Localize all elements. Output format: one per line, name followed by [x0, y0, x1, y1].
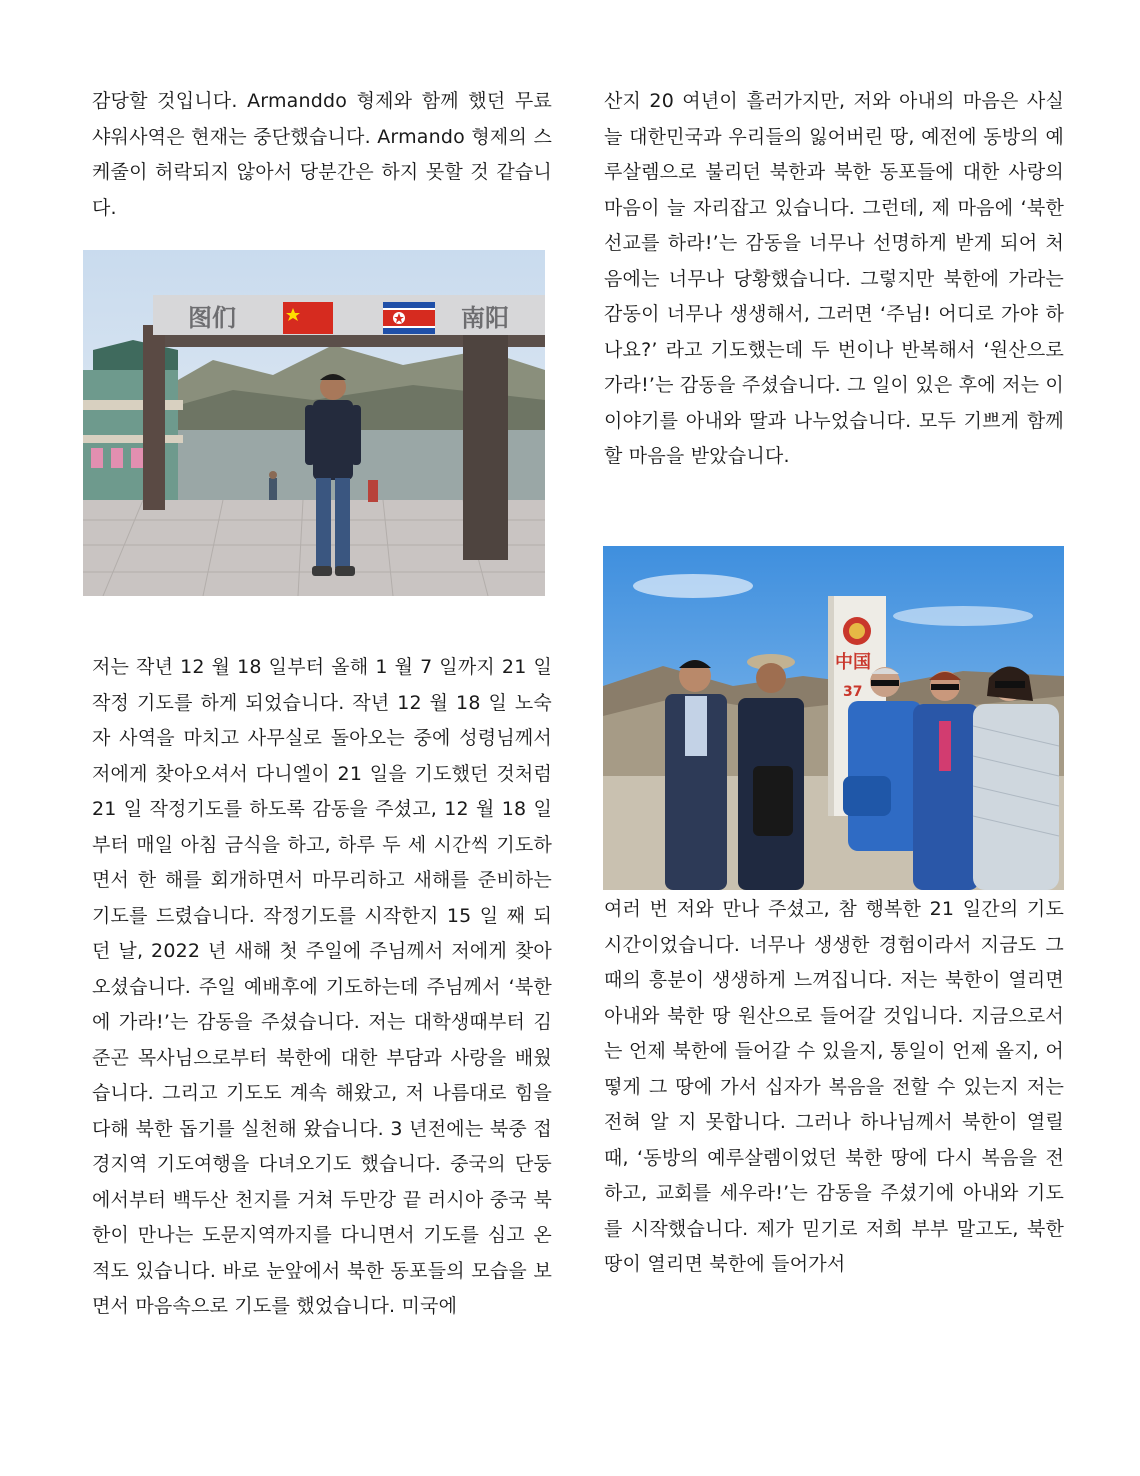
- right-paragraph-1: 산지 20 여년이 흘러가지만, 저와 아내의 마음은 사실 늘 대한민국과 우리들의 잃어버린 땅, 예전에 동방의 예루살렘으로 불리던 북한과 북한 동포들에 대한 사랑의 마음이 늘 자리잡고 있습니다. 그런데, 제 마음에 ‘북한 선교를 하라!’는 감동을 너무나 선명하게 받게 되어 처음에는 너무나 당황했습니다. 그렇지만 북한에 가라는 감동이 너무나 생생해서, 그러면 ‘주님! 어디로 가야 하나요?’ 라고 기도했는데 두 번이나 반복해서 ‘원산으로 가라!’는 감동을 주셨습니다. 그 일이 있은 후에 저는 이 이야기를 아내와 딸과 나누었습니다. 모두 기쁘게 함께할 마음을 받았습니다.: [604, 90, 1064, 467]
- border-gate-illustration: [83, 250, 545, 596]
- person-1: [665, 660, 727, 890]
- gate-sign-left: 图们: [188, 304, 236, 332]
- gate-sign-right: 南阳: [461, 304, 509, 332]
- dprk-flag-icon: [383, 302, 435, 334]
- left-paragraph-1: 감당할 것입니다. Armanddo 형제와 함께 했던 무료 샤워사역은 현재는 중단했습니다. Armando 형제의 스케줄이 허락되지 않아서 당분간은 하지 못할 것 같습니다.: [92, 90, 552, 219]
- group-at-border-marker-photo: [603, 546, 1064, 890]
- marker-text: 中国: [835, 652, 871, 673]
- border-gate-photo: [83, 250, 545, 596]
- right-paragraph-2: 여러 번 저와 만나 주셨고, 참 행복한 21 일간의 기도 시간이었습니다. 너무나 생생한 경험이라서 지금도 그때의 흥분이 생생하게 느껴집니다. 저는 북한이 열리면 아내와 북한 땅 원산으로 들어갈 것입니다. 지금으로서는 언제 북한에 들어갈 수 있을지, 통일이 언제 올지, 어떻게 그 땅에 가서 십자가 복음을 전할 수 있는지 저는 전혀 알 지 못합니다. 그러나 하나님께서 북한이 열릴 때, ‘동방의 예루살렘이었던 북한 땅에 다시 복음을 전하고, 교회를 세우라!’는 감동을 주셨기에 아내와 기도를 시작했습니다. 제가 믿기로 저희 부부 말고도, 북한 땅이 열리면 북한에 들어가서: [604, 898, 1064, 1275]
- left-paragraph-2: 저는 작년 12 월 18 일부터 올해 1 월 7 일까지 21 일 작정 기도를 하게 되었습니다. 작년 12 월 18 일 노숙자 사역을 마치고 사무실로 돌아오는 중에 성령님께서 저에게 찾아오셔서 다니엘이 21 일을 기도했던 것처럼 21 일 작정기도를 하도록 감동을 주셨고, 12 월 18 일부터 매일 아침 금식을 하고, 하루 두 세 시간씩 기도하면서 한 해를 회개하면서 마무리하고 새해를 준비하는 기도를 드렸습니다. 작정기도를 시작한지 15 일 째 되던 날, 2022 년 새해 첫 주일에 주님께서 저에게 찾아오셨습니다. 주일 예배후에 기도하는데 주님께서 ‘북한에 가라!’는 감동을 주셨습니다. 저는 대학생때부터 김준곤 목사님으로부터 북한에 대한 부담과 사랑을 배웠습니다. 그리고 기도도 계속 해왔고, 저 나름대로 힘을 다해 북한 돕기를 실천해 왔습니다. 3 년전에는 북중 접경지역 기도여행을 다녀오기도 했습니다. 중국의 단둥에서부터 백두산 천지를 거쳐 두만강 끝 러시아 중국 북한이 만나는 도문지역까지를 다니면서 기도를 심고 온 적도 있습니다. 바로 눈앞에서 북한 동포들의 모습을 보면서 마음속으로 기도를 했었습니다. 미국에: [92, 656, 552, 1317]
- group-illustration: [603, 546, 1064, 890]
- marker-number: 37: [843, 684, 863, 700]
- china-flag-icon: [283, 302, 333, 334]
